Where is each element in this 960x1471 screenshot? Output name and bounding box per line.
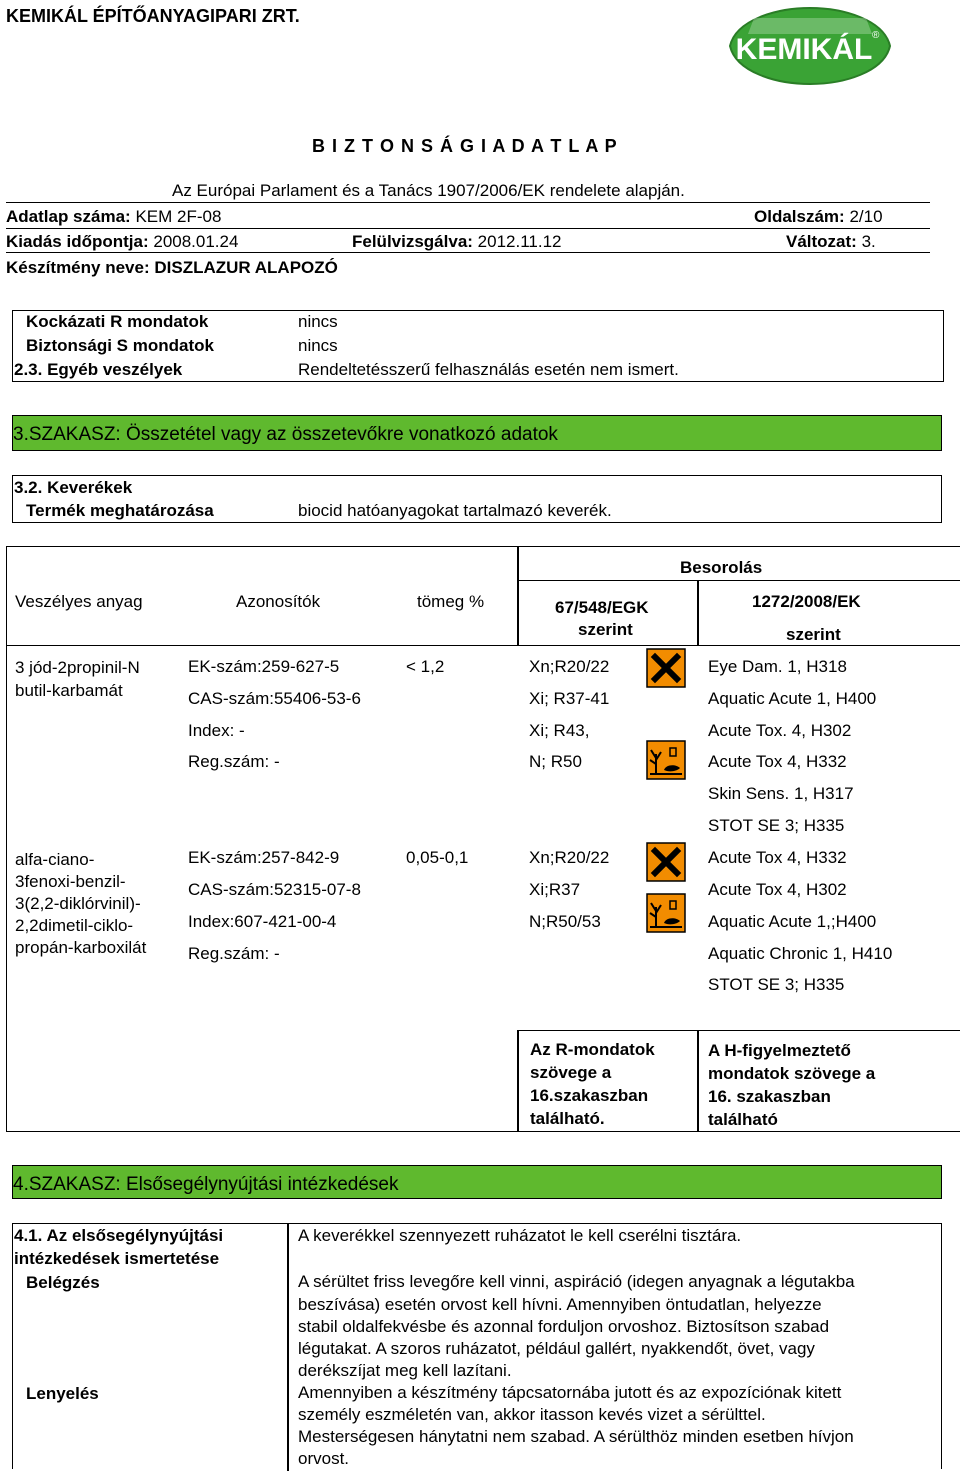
identifier: Reg.szám: -	[188, 752, 280, 771]
r-phrase: Xn;R20/22	[529, 848, 610, 867]
inhalation-text: derékszíjat meg kell lazítani.	[298, 1361, 512, 1380]
header-rule	[6, 252, 930, 253]
harmful-x-icon	[646, 648, 686, 688]
first-aid-desc-value: A keverékkel szennyezett ruházatot le kell cserélni tisztára.	[298, 1226, 742, 1245]
other-hazards-label: 2.3. Egyéb veszélyek	[14, 360, 183, 379]
h-phrase: Acute Tox 4, H332	[708, 752, 847, 771]
h-phrase: STOT SE 3; H335	[708, 816, 845, 835]
substance-name: 3fenoxi-benzil-	[15, 872, 126, 891]
section-3-header	[12, 415, 942, 451]
substance-name: alfa-ciano-	[15, 850, 95, 869]
h-phrase: Acute Tox 4, H332	[708, 848, 847, 867]
version: Változat: 3.	[786, 232, 876, 251]
substance-name: 2,2dimetil-ciklo-	[15, 916, 134, 935]
ingestion-label: Lenyelés	[26, 1384, 99, 1403]
regulation-text: Az Európai Parlament és a Tanács 1907/2006/EK rendelete alapján.	[172, 181, 685, 200]
document-title: B I Z T O N S Á G I A D A T L A P	[312, 136, 618, 156]
h-note: található	[708, 1110, 778, 1129]
col-1272-header-b: szerint	[786, 625, 841, 644]
h-phrase: Aquatic Chronic 1, H410	[708, 944, 893, 963]
inhalation-text: stabil oldalfekvésbe és azonnal forduljon orvoshoz. Biztosítson szabad	[298, 1317, 830, 1336]
identifier: Index: -	[188, 721, 245, 740]
h-phrase: Skin Sens. 1, H317	[708, 784, 854, 803]
table-rule	[6, 645, 960, 646]
identifier: CAS-szám:52315-07-8	[188, 880, 361, 899]
product-definition-label: Termék meghatározása	[26, 501, 214, 520]
inhalation-label: Belégzés	[26, 1273, 100, 1292]
s-phrases-label: Biztonsági S mondatok	[26, 336, 214, 355]
h-note: mondatok szövege a	[708, 1064, 876, 1083]
h-phrase: Aquatic Acute 1, H400	[708, 689, 877, 708]
section-4-header	[12, 1165, 942, 1199]
review-date: Felülvizsgálva: 2012.11.12	[352, 232, 562, 251]
h-phrase: Acute Tox. 4, H302	[708, 721, 852, 740]
header-rule	[6, 202, 930, 203]
r-phrase: Xi; R37-41	[529, 689, 610, 708]
r-note: szövege a	[530, 1063, 612, 1082]
inhalation-text: beszívása) esetén orvost kell hívni. Amennyiben öntudatlan, helyezze	[298, 1295, 822, 1314]
col-weight-header: tömeg %	[417, 592, 485, 611]
weight-percent: 0,05-0,1	[406, 848, 469, 867]
r-note: 16.szakaszban	[530, 1086, 649, 1105]
ingestion-text: orvost.	[298, 1449, 350, 1468]
table-rule	[517, 1030, 960, 1031]
substance-name: propán-karboxilát	[15, 938, 147, 957]
h-note: A H-figyelmeztető	[708, 1041, 851, 1060]
h-phrase: STOT SE 3; H335	[708, 975, 845, 994]
table-rule	[697, 580, 699, 646]
identifier: EK-szám:257-842-9	[188, 848, 340, 867]
ingestion-text: személy eszméletén van, akkor itasson kevés vizet a sérülttel.	[298, 1405, 766, 1424]
col-1272-header: 1272/2008/EK	[752, 592, 861, 611]
table-rule	[287, 1223, 289, 1471]
product-name: Készítmény neve: DISZLAZUR ALAPOZÓ	[6, 258, 338, 277]
h-phrase: Acute Tox 4, H302	[708, 880, 847, 899]
r-phrase: Xn;R20/22	[529, 657, 610, 676]
section-4-title: 4.SZAKASZ: Elsősegélynyújtási intézkedések	[13, 1174, 399, 1195]
r-note: Az R-mondatok	[530, 1040, 655, 1059]
product-definition-value: biocid hatóanyagokat tartalmazó keverék.	[298, 501, 612, 520]
substance-name: butil-karbamát	[15, 681, 123, 700]
table-rule	[517, 580, 960, 581]
logo-text: KEMIKÁL	[735, 33, 873, 66]
weight-percent: < 1,2	[406, 657, 445, 676]
table-rule	[517, 546, 519, 646]
r-phrases-label: Kockázati R mondatok	[26, 312, 209, 331]
identifier: Reg.szám: -	[188, 944, 280, 963]
table-rule	[697, 1030, 699, 1132]
ingestion-text: Amennyiben a készítmény tápcsatornába jutott és az expozíciónak kitett	[298, 1383, 842, 1402]
harmful-x-icon	[646, 842, 686, 882]
other-hazards-value: Rendeltetésszerű felhasználás esetén nem ismert.	[298, 360, 679, 379]
identifier: Index:607-421-00-4	[188, 912, 337, 931]
s-phrases-value: nincs	[298, 336, 338, 355]
classification-header: Besorolás	[680, 558, 763, 577]
identifier: CAS-szám:55406-53-6	[188, 689, 361, 708]
inhalation-text: légutakat. A szoros ruházatot, például gallért, nyakkendőt, övet, vagy	[298, 1339, 815, 1358]
r-phrase: Xi;R37	[529, 880, 581, 899]
r-phrases-value: nincs	[298, 312, 338, 331]
r-phrase: N; R50	[529, 752, 582, 771]
identifier: EK-szám:259-627-5	[188, 657, 340, 676]
substance-name: 3 jód-2propinil-N	[15, 658, 140, 677]
r-note: található.	[530, 1109, 605, 1128]
first-aid-desc-label: intézkedések ismertetése	[14, 1249, 220, 1268]
header-rule	[6, 228, 930, 229]
environment-hazard-icon	[646, 740, 686, 780]
h-note: 16. szakaszban	[708, 1087, 831, 1106]
r-phrase: N;R50/53	[529, 912, 601, 931]
table-rule	[517, 1030, 519, 1132]
col-67-header: 67/548/EGK	[555, 598, 649, 617]
environment-hazard-icon	[646, 893, 686, 933]
page-number: Oldalszám: 2/10	[754, 207, 883, 226]
inhalation-text: A sérültet friss levegőre kell vinni, aspiráció (idegen anyagnak a légutakba	[298, 1272, 855, 1291]
r-phrase: Xi; R43,	[529, 721, 590, 740]
col-67-header-b: szerint	[578, 620, 633, 639]
ingestion-text: Mesterségesen hánytatni nem szabad. A sérülthöz minden esetben hívjon	[298, 1427, 854, 1446]
col-substance-header: Veszélyes anyag	[15, 592, 143, 611]
sheet-number: Adatlap száma: KEM 2F-08	[6, 207, 222, 226]
section-3-title: 3.SZAKASZ: Összetétel vagy az összetevőkre vonatkozó adatok	[13, 424, 558, 445]
h-phrase: Aquatic Acute 1,;H400	[708, 912, 877, 931]
mixtures-label: 3.2. Keverékek	[14, 478, 133, 497]
first-aid-desc-label: 4.1. Az elsősegélynyújtási	[14, 1226, 224, 1245]
substance-name: 3(2,2-diklórvinil)-	[15, 894, 141, 913]
kemikal-logo	[724, 4, 896, 88]
issue-date: Kiadás időpontja: 2008.01.24	[6, 232, 239, 251]
h-phrase: Eye Dam. 1, H318	[708, 657, 847, 676]
logo-icon	[724, 4, 896, 88]
svg-text:®: ®	[872, 30, 880, 41]
col-ids-header: Azonosítók	[236, 592, 321, 611]
company-name: KEMIKÁL ÉPÍTŐANYAGIPARI ZRT.	[6, 6, 300, 26]
